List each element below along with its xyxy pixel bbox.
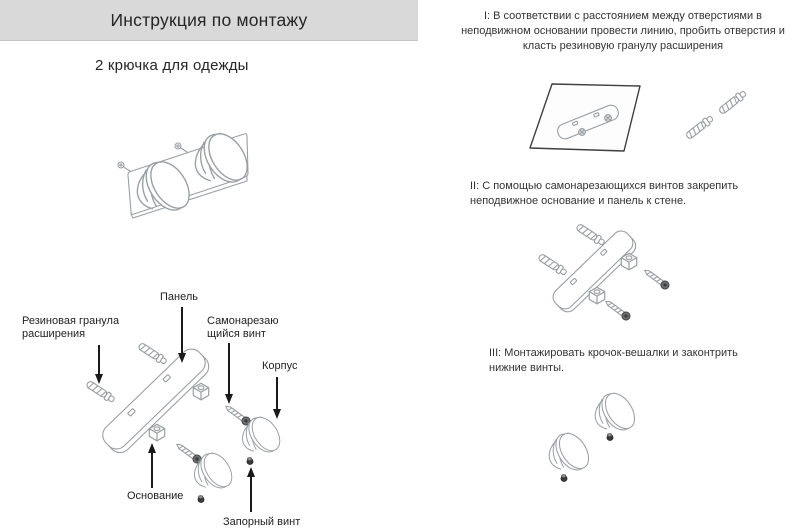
arrow-down-icon: [228, 343, 230, 395]
screw-part: [603, 298, 631, 322]
screw-part: [174, 441, 202, 465]
screw-dowel-part: [575, 223, 606, 247]
arrow-down-icon: [276, 377, 278, 410]
screw-part: [223, 403, 251, 427]
base-part: [621, 253, 636, 269]
screw-part: [642, 267, 670, 291]
panel-mounting-drawing: [535, 220, 745, 335]
wall-drilling-drawing: [525, 80, 750, 185]
label-base: Основание: [127, 490, 184, 502]
product-subtitle: 2 крючка для одежды: [95, 57, 249, 74]
dowel-part: [685, 114, 715, 140]
label-body: Корпус: [262, 360, 298, 372]
assembled-hooks-drawing: [95, 115, 305, 245]
arrow-down-icon: [98, 345, 100, 375]
rail-screw-icon: [118, 162, 130, 171]
dowel-part: [137, 342, 168, 366]
label-self-tapping-screw: Самонарезающийся винт: [207, 315, 279, 340]
step-1-text: I: В соответствии с расстоянием между отверстиями в неподвижном основании провести линию, пробить отверстия и класть резиновую гранулу расширения: [461, 10, 785, 52]
arrow-down-icon: [181, 307, 183, 354]
rail-screw-icon: [175, 143, 187, 152]
drill-hole-icon: [579, 129, 586, 136]
base-part: [589, 287, 604, 304]
wall-part: [530, 84, 640, 151]
label-lock-screw: Запорный винт: [223, 516, 301, 528]
base-part: [149, 424, 164, 441]
hook-part: [595, 388, 640, 435]
step-3-text: III: Монтажировать крочок-вешалки и законтрить нижние винты.: [489, 347, 738, 374]
page-title: Инструкция по монтажу: [110, 10, 308, 30]
dowel-part: [718, 89, 748, 115]
hook-part: [194, 448, 237, 493]
arrow-up-icon: [250, 476, 252, 512]
base-part: [193, 383, 208, 400]
label-granule: Резиновая гранула расширения: [22, 315, 120, 340]
lock-screw-part: [607, 434, 613, 441]
arrow-up-icon: [151, 452, 153, 488]
screw-dowel-part: [537, 253, 568, 277]
drill-hole-icon: [605, 115, 612, 122]
hook-part: [549, 428, 594, 475]
lock-screw-part: [198, 496, 204, 503]
step-2-text: II: С помощью самонарезающихся винтов закрепить неподвижное основание и панель к стене.: [470, 180, 739, 207]
title-band: [0, 0, 418, 41]
lock-screw-part: [247, 458, 253, 465]
lock-screw-part: [561, 475, 567, 482]
hooks-final-drawing: [545, 385, 715, 490]
label-panel: Панель: [160, 291, 199, 303]
